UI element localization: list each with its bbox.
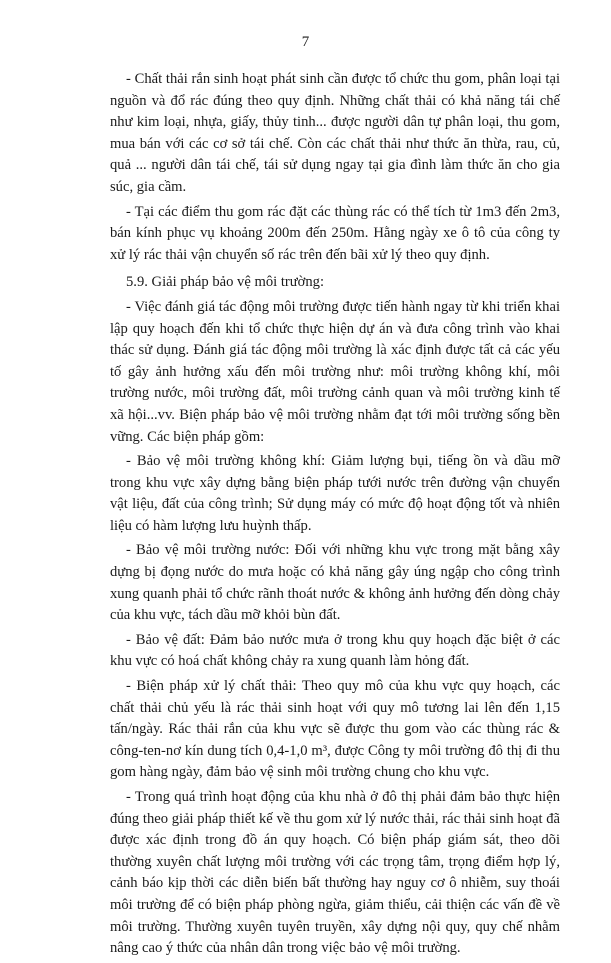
paragraph-impact-assessment: - Việc đánh giá tác động môi trường được tiến hành ngay từ khi triển khai lập quy hoạch đến khi tổ chức thực hiện dự án và đưa công trình vào khai thác sử dụng. Đánh giá tác động môi trường là xác định được tất cả các yếu tố gây ảnh hưởng xấu đến môi trường như: môi trường không khí, môi trường nước, môi trường đất, môi trường cảnh quan và môi trường kinh tế xã hội...vv. Biện pháp bảo vệ môi trường nhằm đạt tới môi trường sống bền vững. Các biện pháp gồm: [110,298,560,445]
paragraph-operation-monitoring: - Trong quá trình hoạt động của khu nhà ở đô thị phải đảm bảo thực hiện đúng theo giải pháp thiết kế về thu gom xử lý nước thải, rác thải sinh hoạt đã được xác định trong đồ án quy hoạch. Có biện pháp giám sát, theo dõi thường xuyên chất lượng môi trường với các trọng tâm, trọng điểm hợp lý, cảnh báo kịp thời các diễn biến bất thường hay nguy cơ ô nhiễm, suy thoái môi trường để có biện pháp phòng ngừa, giảm thiểu, cải thiện các vấn đề về môi trường. Thường xuyên tuyên truyền, xây dựng nội quy, quy chế nhằm nâng cao ý thức của nhân dân trong việc bảo vệ môi trường. [110,789,560,957]
paragraph-collection-points: - Tại các điểm thu gom rác đặt các thùng rác có thể tích từ 1m3 đến 2m3, bán kính phục vụ khoảng 200m đến 250m. Hằng ngày xe ô tô của công ty xử lý rác thải vận chuyển số rác trên đến bãi xử lý theo quy định. [110,203,560,263]
paragraph-soil-protection: - Bảo vệ đất: Đảm bảo nước mưa ở trong khu quy hoạch đặc biệt ở các khu vực có hoá chất không chảy ra xung quanh làm hỏng đất. [110,631,560,670]
paragraph-waste-collection: - Chất thải rắn sinh hoạt phát sinh cần được tổ chức thu gom, phân loại tại nguồn và đổ rác đúng theo quy định. Những chất thải có khả năng tái chế như kim loại, nhựa, giấy, thủy tinh... được người dân tự phân loại, thu gom, mua bán với các cơ sở tái chế. Còn các chất thải như thức ăn thừa, rau, củ, quả ... người dân tái chế, tái sử dụng ngay tại gia đình làm thức ăn cho gia súc, gia cầm. [110,71,560,195]
page-number: 7 [301,34,310,50]
document-body [110,69,560,963]
paragraph-waste-treatment: - Biện pháp xử lý chất thải: Theo quy mô của khu vực quy hoạch, các chất thải chủ yếu là rác thải sinh hoạt với quy mô tương lai lên đến 1,15 tấn/ngày. Rác thải rắn của khu vực sẽ được thu gom vào các thùng rác & công-ten-nơ kín dung tích 0,4-1,0 m³, được Công ty môi trường đô thị đi thu gom hàng ngày, đảm bảo vệ sinh môi trường chung cho khu vực. [110,678,560,781]
paragraph-air-protection: - Bảo vệ môi trường không khí: Giảm lượng bụi, tiếng ồn và dầu mỡ trong khu vực xây dựng bằng biện pháp tưới nước trên đường vận chuyển vật liệu, đất của công trình; Sử dụng máy có mức độ hoạt động tốt và nhiên liệu có hàm lượng lưu huỳnh thấp. [110,453,560,534]
section-heading-environment: 5.9. Giải pháp bảo vệ môi trường: [126,274,325,291]
paragraph-water-protection: - Bảo vệ môi trường nước: Đối với những khu vực trong mặt bằng xây dựng bị đọng nước do mưa hoặc có khả năng gây úng ngập cho công trình xung quanh phải tổ chức rãnh thoát nước & không ảnh hưởng đến dòng chảy của khu vực, tách dầu mỡ khỏi bùn đất. [110,542,560,624]
